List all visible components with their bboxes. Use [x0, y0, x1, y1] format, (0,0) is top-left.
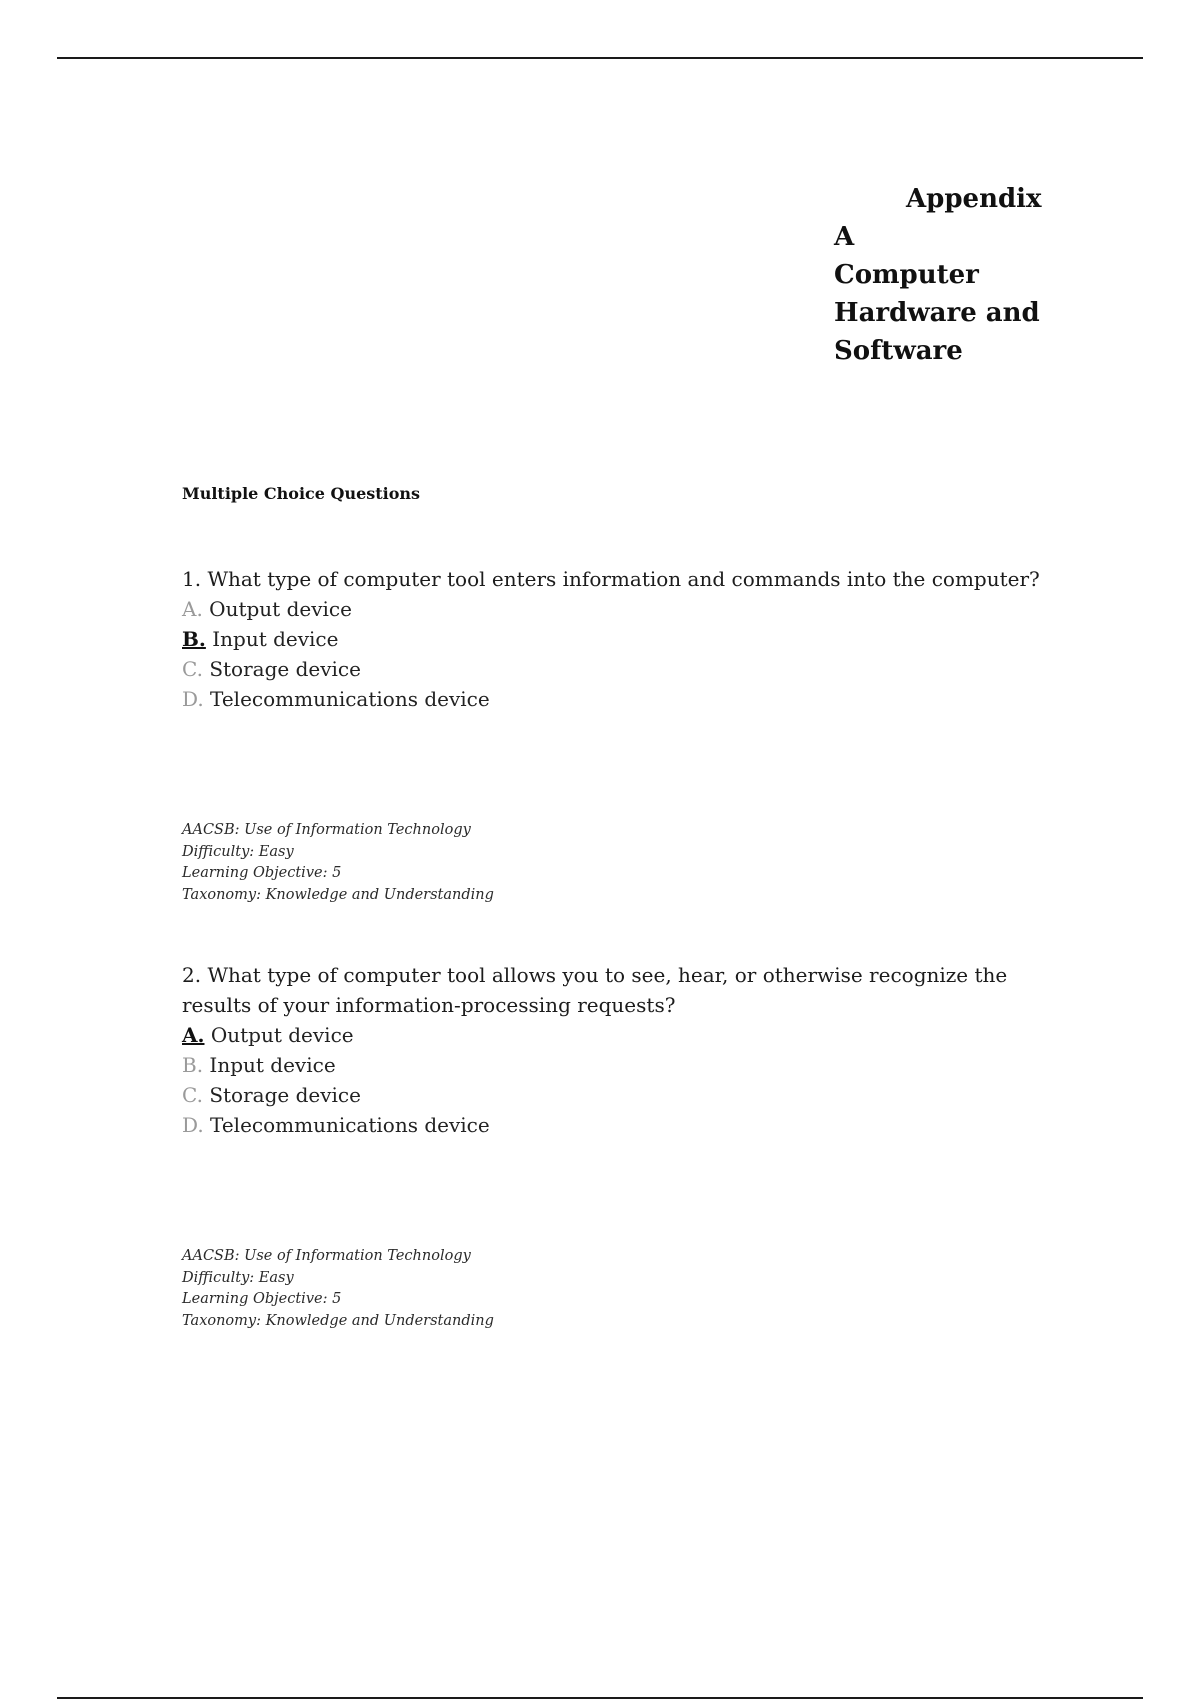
option-letter: B. — [182, 627, 206, 651]
question-stem: 2. What type of computer tool allows you to see, hear, or otherwise recognize the results of your information-processing requests? — [182, 963, 1008, 1017]
option-letter: A. — [182, 1023, 205, 1047]
answer-option-c — [182, 654, 1062, 684]
question-1-metadata — [182, 820, 494, 906]
meta-difficulty: Difficulty: Easy — [182, 1269, 294, 1286]
option-text: Telecommunications device — [210, 1113, 490, 1137]
question-2 — [182, 960, 1062, 1140]
meta-aacsb: AACSB: Use of Information Technology — [182, 1248, 471, 1264]
title-line: Software — [834, 336, 963, 366]
top-rule — [57, 57, 1143, 59]
option-letter: A. — [182, 597, 203, 621]
answer-option-b-correct — [182, 624, 1062, 654]
option-text: Telecommunications device — [210, 687, 490, 711]
meta-taxonomy: Taxonomy: Knowledge and Understanding — [182, 1312, 494, 1329]
bottom-rule — [57, 1697, 1143, 1699]
meta-aacsb: AACSB: Use of Information Technology — [182, 822, 471, 838]
question-stem: 1. What type of computer tool enters information and commands into the computer? — [182, 567, 1040, 591]
answer-option-a — [182, 594, 1062, 624]
meta-difficulty: Difficulty: Easy — [182, 843, 294, 860]
appendix-title — [834, 180, 1042, 370]
answer-option-c — [182, 1080, 1062, 1110]
title-line: Computer — [834, 260, 979, 290]
option-text: Input device — [209, 1053, 336, 1077]
answer-option-d — [182, 1110, 1062, 1140]
option-letter: D. — [182, 1113, 204, 1137]
option-text: Storage device — [209, 657, 361, 681]
option-text: Input device — [212, 627, 339, 651]
answer-options — [182, 1020, 1062, 1140]
answer-option-b — [182, 1050, 1062, 1080]
answer-option-d — [182, 684, 1062, 714]
option-letter: C. — [182, 1083, 203, 1107]
option-text: Output device — [209, 597, 352, 621]
option-letter: D. — [182, 687, 204, 711]
meta-learning-objective: Learning Objective: 5 — [182, 1291, 342, 1307]
option-letter: B. — [182, 1053, 204, 1077]
question-2-metadata — [182, 1246, 494, 1332]
title-line: Hardware and — [834, 298, 1040, 328]
meta-learning-objective: Learning Objective: 5 — [182, 865, 342, 881]
answer-option-a-correct — [182, 1020, 1062, 1050]
answer-options — [182, 594, 1062, 714]
meta-taxonomy: Taxonomy: Knowledge and Understanding — [182, 886, 494, 903]
option-text: Storage device — [209, 1083, 361, 1107]
title-line: Appendix — [906, 184, 1042, 214]
option-letter: C. — [182, 657, 203, 681]
option-text: Output device — [210, 1023, 354, 1047]
question-1 — [182, 564, 1062, 714]
title-line: A — [834, 222, 855, 252]
section-heading: Multiple Choice Questions — [182, 484, 421, 503]
